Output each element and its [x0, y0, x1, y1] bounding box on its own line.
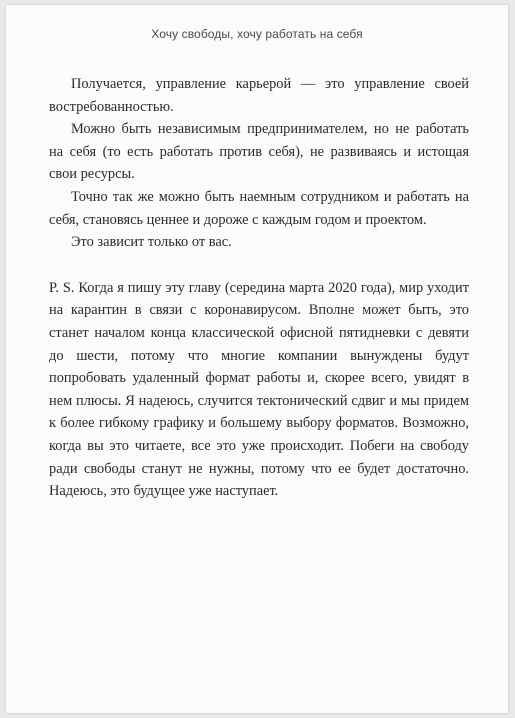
book-page: [6, 5, 508, 713]
paragraph-4: Это зависит только от вас.: [71, 234, 232, 251]
paragraph-2: Можно быть независимым предпринимателем, но не работать на себя (то есть работать против себя), не развиваясь и истощая свои ресурсы.: [49, 121, 469, 183]
body-text: [49, 73, 469, 503]
running-head: Хочу свободы, хочу работать на себя: [151, 27, 363, 41]
paragraph-3: Точно так же можно быть наемным сотрудником и работать на себя, становясь ценнее и дороже с каждым годом и проектом.: [49, 188, 469, 228]
paragraph-1: Получается, управление карьерой — это управление своей востребованностью.: [49, 76, 469, 115]
postscript-paragraph: P. S. Когда я пишу эту главу (середина марта 2020 года), мир уходит на карантин в связи с коронавирусом. Вполне может быть, это станет началом конца классической офисной пятидневки с девяти до шести, потому что многие компании вынуждены будут попробовать удаленный формат работы и, скорее всего, увидят в нем плюсы. Я надеюсь, случится тектонический сдвиг и мы придем к более гибкому графику и большему выбору форматов. Возможно, когда вы это читаете, все это уже происходит. Побеги на свободу ради свободы станут не нужны, потому что ее будет достаточно. Надеюсь, это будущее уже наступает.: [49, 279, 469, 500]
